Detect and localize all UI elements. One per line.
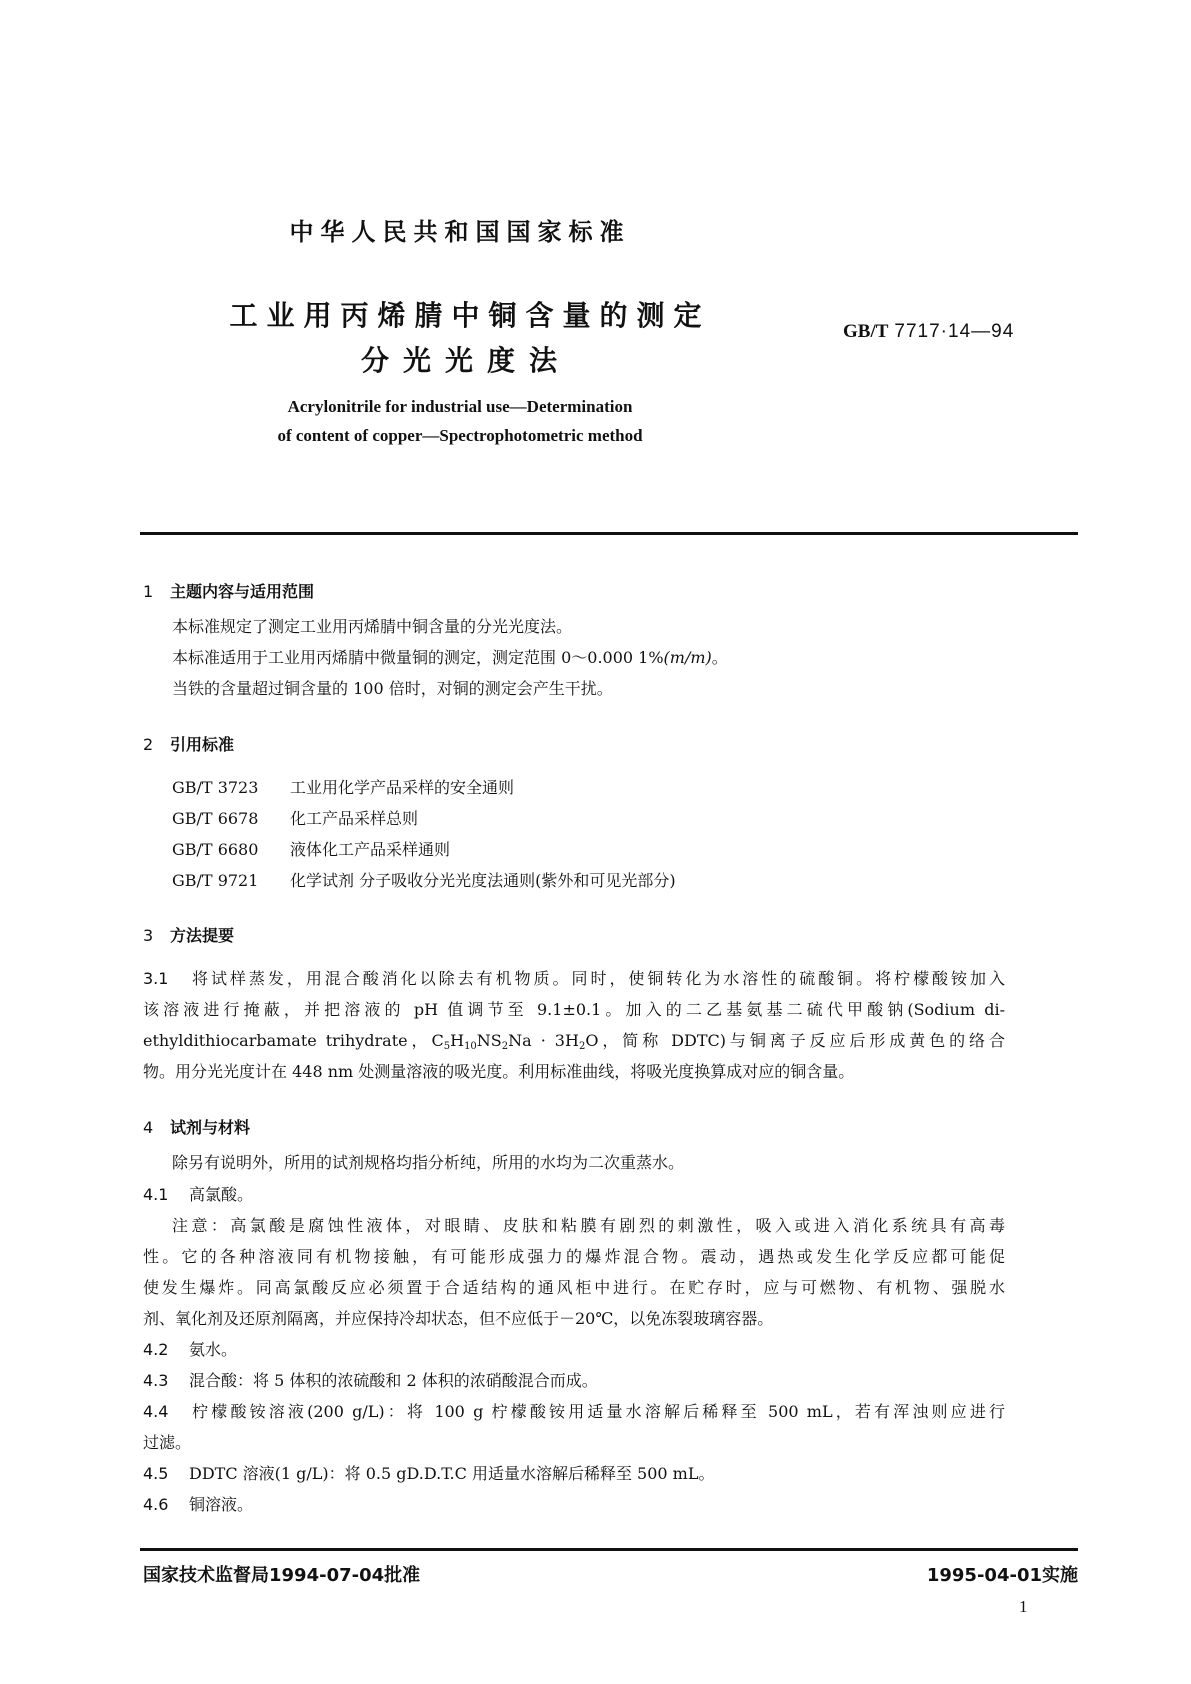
title-english-line-1: Acrylonitrile for industrial use—Determination (287, 397, 633, 416)
section-number: 4 (143, 1118, 154, 1137)
section-title: 引用标准 (170, 735, 235, 754)
section-title: 主题内容与适用范围 (170, 582, 315, 601)
clause-3-1-line-4: 物。用分光光度计在 448 nm 处测量溶液的吸光度。利用标准曲线，将吸光度换算成对应的铜含量。 (143, 1062, 855, 1081)
clause-text: 高氯酸。 (189, 1185, 254, 1204)
section-3-heading (143, 923, 234, 946)
implementation-date: 1995-04-01实施 (926, 1565, 1078, 1586)
clause-number: 4.3 (143, 1371, 169, 1390)
clause-text: ethyldithiocarbamate trihydrate，C (143, 1031, 444, 1050)
clause-4-3 (143, 1366, 598, 1395)
clause-text: NS (476, 1031, 502, 1050)
section-1-paragraph-3: 当铁的含量超过铜含量的 100 倍时，对铜的测定会产生干扰。 (172, 679, 613, 698)
reference-item (172, 773, 514, 802)
section-number: 3 (143, 926, 154, 945)
reference-code: GB/T 3723 (172, 778, 259, 797)
clause-number: 4.1 (143, 1185, 169, 1204)
section-number: 1 (143, 582, 154, 601)
reference-item (172, 866, 676, 895)
clause-4-4 (143, 1397, 1005, 1426)
section-4-intro: 除另有说明外，所用的试剂规格均指分析纯，所用的水均为二次重蒸水。 (172, 1153, 685, 1172)
footer-divider (140, 1548, 1078, 1551)
clause-3-1-line-3 (143, 1026, 1005, 1055)
section-title: 方法提要 (170, 926, 235, 945)
section-1-paragraph-1: 本标准规定了测定工业用丙烯腈中铜含量的分光光度法。 (172, 617, 573, 636)
clause-text: 柠檬酸铵溶液(200 g/L)：将 100 g 柠檬酸铵用适量水溶解后稀释至 500 mL，若有浑浊则应进行 (189, 1402, 1005, 1421)
clause-text: DDTC 溶液(1 g/L)：将 0.5 gD.D.T.C 用适量水溶解后稀释至 500 mL。 (189, 1464, 715, 1483)
caution-line-2: 性。它的各种溶液同有机物接触，有可能形成强力的爆炸混合物。震动，遇热或发生化学反应都可能促 (143, 1247, 1005, 1266)
clause-number: 4.4 (143, 1402, 169, 1421)
clause-text: 将试样蒸发，用混合酸消化以除去有机物质。同时，使铜转化为水溶性的硫酸铜。将柠檬酸铵加入 (189, 969, 1005, 988)
clause-4-4-continuation: 过滤。 (143, 1433, 192, 1452)
clause-text: 混合酸：将 5 体积的浓硫酸和 2 体积的浓硝酸混合而成。 (189, 1371, 598, 1390)
reference-code: GB/T 6678 (172, 809, 259, 828)
reference-item (172, 835, 450, 864)
reference-title: 液体化工产品采样通则 (290, 840, 451, 859)
reference-item (172, 804, 418, 833)
caution-line-1: 注意：高氯酸是腐蚀性液体，对眼睛、皮肤和粘膜有剧烈的刺激性，吸入或进入消化系统具有高毒 (172, 1216, 1005, 1235)
unit-mass-fraction: (m/m) (663, 648, 712, 667)
clause-number: 4.2 (143, 1340, 169, 1359)
subscript: 10 (464, 1041, 477, 1052)
title-english-line-2: of content of copper—Spectrophotometric method (277, 426, 643, 445)
reference-title: 化工产品采样总则 (290, 809, 419, 828)
approval-date: 国家技术监督局1994-07-04批准 (143, 1565, 421, 1586)
section-1-paragraph-2 (172, 643, 728, 672)
section-1-heading (143, 579, 314, 602)
standard-number (843, 320, 1014, 343)
subscript: 5 (443, 1041, 451, 1052)
clause-number: 3.1 (143, 969, 169, 988)
clause-4-2 (143, 1335, 237, 1364)
title-chinese-line-1: 工业用丙烯腈中铜含量的测定 (229, 299, 711, 332)
reference-title: 化学试剂 分子吸收分光光度法通则(紫外和可见光部分) (290, 871, 676, 890)
reference-title: 工业用化学产品采样的安全通则 (290, 778, 515, 797)
clause-text: O，简称 DDTC)与铜离子反应后形成黄色的络合 (585, 1031, 1005, 1050)
clause-4-1 (143, 1180, 253, 1209)
subscript: 2 (501, 1041, 509, 1052)
page-number: 1 (1019, 1597, 1028, 1616)
section-title: 试剂与材料 (170, 1118, 251, 1137)
clause-text: 铜溶液。 (189, 1495, 254, 1514)
title-chinese-line-2: 分光光度法 (360, 344, 571, 377)
clause-4-6 (143, 1490, 253, 1519)
clause-4-5 (143, 1459, 714, 1488)
section-2-heading (143, 732, 234, 755)
reference-code: GB/T 9721 (172, 871, 259, 890)
subscript: 2 (578, 1041, 586, 1052)
paragraph-punctuation: 。 (711, 648, 728, 667)
reference-code: GB/T 6680 (172, 840, 259, 859)
clause-number: 4.5 (143, 1464, 169, 1483)
clause-3-1-line-1 (143, 964, 1005, 993)
clause-text: H (450, 1031, 465, 1050)
clause-text: Na · 3H (508, 1031, 579, 1050)
clause-3-1-line-2: 该溶液进行掩蔽，并把溶液的 pH 值调节至 9.1±0.1。加入的二乙基氨基二硫代甲酸钠(Sodium di- (143, 1000, 1005, 1019)
caution-line-3: 使发生爆炸。同高氯酸反应必须置于合适结构的通风柜中进行。在贮存时，应与可燃物、有机物、强脱水 (143, 1278, 1005, 1297)
clause-text: 氨水。 (189, 1340, 238, 1359)
caution-line-4: 剂、氧化剂及还原剂隔离，并应保持冷却状态，但不应低于－20℃，以免冻裂玻璃容器。 (143, 1309, 774, 1328)
clause-number: 4.6 (143, 1495, 169, 1514)
section-4-heading (143, 1115, 250, 1138)
section-number: 2 (143, 735, 154, 754)
national-standard-header: 中华人民共和国国家标准 (289, 218, 631, 246)
standard-number-prefix: GB/T (843, 321, 889, 342)
header-divider (140, 532, 1078, 535)
paragraph-text: 本标准适用于工业用丙烯腈中微量铜的测定，测定范围 0～0.000 1% (172, 648, 664, 667)
standard-number-code: 7717·14—94 (894, 321, 1015, 342)
